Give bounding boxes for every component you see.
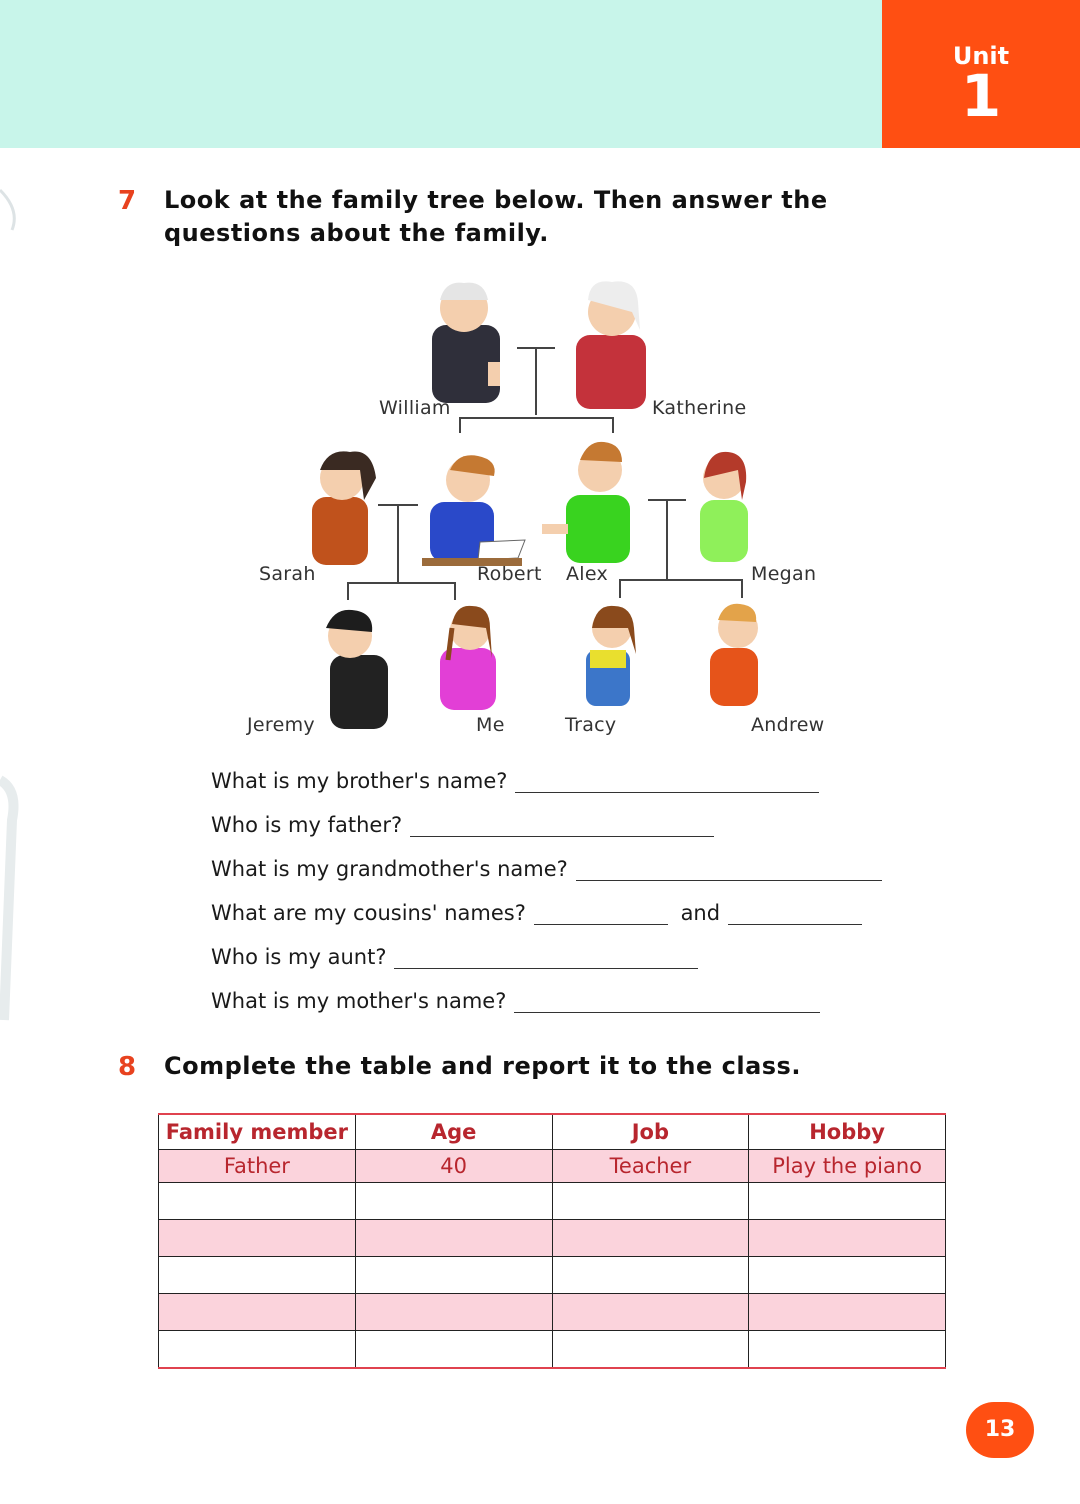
robert-figure <box>422 455 525 566</box>
tree-connectors <box>348 348 742 600</box>
cell-hobby: Play the piano <box>749 1150 946 1183</box>
me-figure <box>440 606 496 710</box>
table-header-row <box>159 1114 946 1150</box>
question-text: Who is my father? <box>211 813 403 837</box>
answer-blank[interactable] <box>728 902 862 925</box>
table-row <box>159 1294 946 1331</box>
table-cell[interactable] <box>749 1257 946 1294</box>
question-text: What is my mother's name? <box>211 989 507 1013</box>
label-me: Me <box>476 714 505 736</box>
header-job: Job <box>552 1114 749 1150</box>
answer-blank[interactable] <box>534 902 668 925</box>
megan-figure <box>700 452 748 562</box>
unit-number: 1 <box>960 62 1002 130</box>
label-andrew: Andrew <box>751 714 825 736</box>
label-sarah: Sarah <box>259 563 316 585</box>
exercise-7-line-1: Look at the family tree below. Then answer the <box>164 186 828 214</box>
alex-figure <box>542 442 630 563</box>
page-number-badge: 13 <box>966 1402 1034 1458</box>
header-family-member: Family member <box>159 1114 356 1150</box>
question-mother <box>211 989 820 1017</box>
question-cousins <box>211 901 862 929</box>
exercise-7-line-2: questions about the family. <box>164 219 549 247</box>
table-row <box>159 1331 946 1369</box>
table-cell[interactable] <box>749 1183 946 1220</box>
table-cell[interactable] <box>355 1220 552 1257</box>
table-cell[interactable] <box>159 1183 356 1220</box>
table-cell[interactable] <box>749 1294 946 1331</box>
and-word: and <box>680 901 721 925</box>
question-text: What are my cousins' names? <box>211 901 526 925</box>
question-text: What is my brother's name? <box>211 769 508 793</box>
unit-label: Unit <box>952 42 1010 70</box>
sarah-figure <box>312 451 376 565</box>
cell-age: 40 <box>355 1150 552 1183</box>
table-cell[interactable] <box>355 1294 552 1331</box>
label-william: William <box>379 397 451 419</box>
table-cell[interactable] <box>552 1183 749 1220</box>
question-grandmother <box>211 857 882 885</box>
label-alex: Alex <box>566 563 609 585</box>
answer-blank[interactable] <box>394 946 698 969</box>
tracy-figure <box>586 606 636 706</box>
table-cell[interactable] <box>552 1220 749 1257</box>
cell-job: Teacher <box>552 1150 749 1183</box>
table-cell[interactable] <box>552 1257 749 1294</box>
answer-blank[interactable] <box>410 814 714 837</box>
family-table <box>158 1113 946 1369</box>
table-cell[interactable] <box>159 1294 356 1331</box>
cell-family-member: Father <box>159 1150 356 1183</box>
jeremy-figure <box>326 610 388 729</box>
question-text: Who is my aunt? <box>211 945 387 969</box>
answer-blank[interactable] <box>576 858 882 881</box>
table-cell[interactable] <box>552 1331 749 1369</box>
question-brother <box>211 769 819 797</box>
question-father <box>211 813 714 841</box>
table-cell[interactable] <box>159 1257 356 1294</box>
label-robert: Robert <box>477 563 542 585</box>
table-row <box>159 1257 946 1294</box>
answer-blank[interactable] <box>514 990 820 1013</box>
exercise-7-number: 7 <box>118 186 137 216</box>
table-cell[interactable] <box>159 1331 356 1369</box>
exercise-8-instruction: Complete the table and report it to the class. <box>164 1052 801 1080</box>
table-cell[interactable] <box>159 1220 356 1257</box>
label-tracy: Tracy <box>565 714 617 736</box>
label-katherine: Katherine <box>652 397 747 419</box>
exercise-8-number: 8 <box>118 1052 137 1082</box>
william-figure <box>432 283 500 403</box>
table-cell[interactable] <box>355 1257 552 1294</box>
header-age: Age <box>355 1114 552 1150</box>
table-cell[interactable] <box>749 1220 946 1257</box>
answer-blank[interactable] <box>515 770 819 793</box>
header-hobby: Hobby <box>749 1114 946 1150</box>
table-row <box>159 1183 946 1220</box>
question-aunt <box>211 945 698 973</box>
table-cell[interactable] <box>749 1331 946 1369</box>
table-row-example <box>159 1150 946 1183</box>
table-cell[interactable] <box>355 1331 552 1369</box>
label-megan: Megan <box>751 563 817 585</box>
question-text: What is my grandmother's name? <box>211 857 568 881</box>
label-jeremy: Jeremy <box>247 714 315 736</box>
andrew-figure <box>710 604 758 706</box>
katherine-figure <box>576 281 646 409</box>
table-row <box>159 1220 946 1257</box>
table-cell[interactable] <box>552 1294 749 1331</box>
table-cell[interactable] <box>355 1183 552 1220</box>
